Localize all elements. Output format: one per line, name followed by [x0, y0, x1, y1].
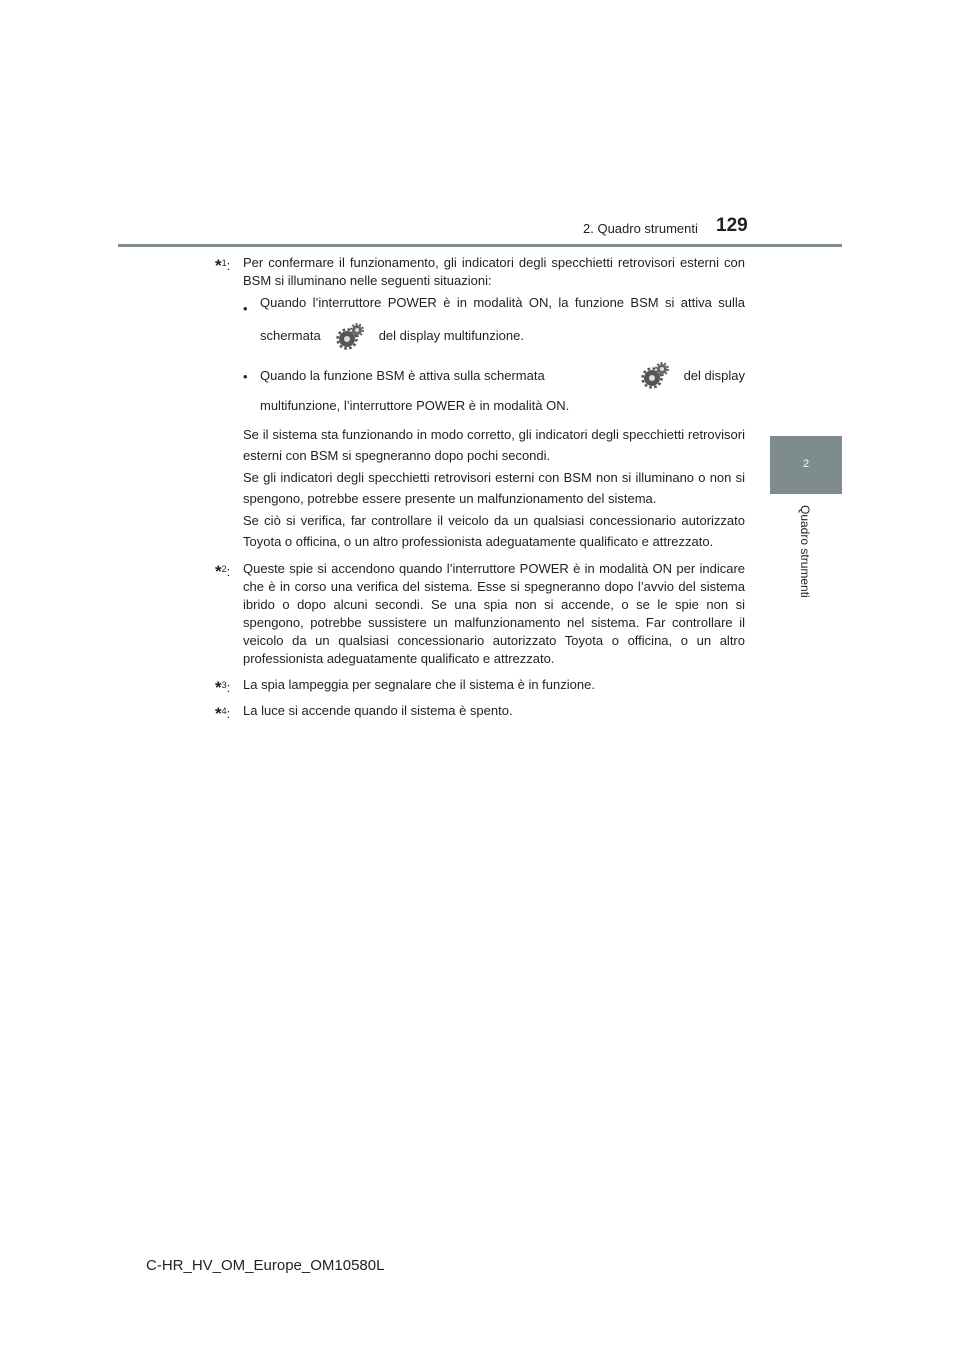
chapter-label: Quadro strumenti — [798, 505, 812, 598]
note-paragraph: Se il sistema sta funzionando in modo corretto, gli indicatori degli specchietti retrovisori esterni con BSM si spegneranno dopo pochi secondi. — [243, 427, 745, 463]
note-text: La luce si accende quando il sistema è spento. — [243, 703, 513, 718]
document-code: C-HR_HV_OM_Europe_OM10580L — [146, 1257, 385, 1274]
page-number: 129 — [716, 215, 748, 236]
bullet-text: Quando la funzione BSM è attiva sulla schermata — [260, 368, 545, 383]
bullet-item: • Quando la funzione BSM è attiva sulla schermata del display multifunzione, l’interruttore POWER è in modalità ON. — [243, 358, 745, 418]
note-text: La spia lampeggia per segnalare che il sistema è in funzione. — [243, 677, 595, 692]
note-text: Queste spie si accendono quando l’interruttore POWER è in modalità ON per indicare che è in corso una verifica del sistema. Esse si spegneranno dopo l’avvio del sistema ibrido o dopo alcuni secondi. Se una spia non si accende, o se le spie non si spengono, potrebbe sussistere un malfunzionamento nel sistema. Far controllare il veicolo da un qualsiasi concessionario autorizzato Toyota o officina, o un altro professionista adeguatamente qualificato e attrezzato. — [243, 561, 745, 666]
chapter-tab — [770, 436, 842, 494]
notes-section — [215, 254, 745, 726]
note-paragraph: Se ciò si verifica, far controllare il veicolo da un qualsiasi concessionario autorizzato Toyota o officina, o un altro professionista adeguatamente qualificato e attrezzato. — [243, 513, 745, 549]
note-3 — [215, 676, 745, 697]
note-marker: *$^4$: — [215, 704, 231, 723]
header-rule — [118, 244, 842, 247]
settings-gear-icon — [335, 322, 365, 352]
note-paragraph: Se gli indicatori degli specchietti retrovisori esterni con BSM non si illuminano o non si spengono, potrebbe essere presente un malfunzionamento del sistema. — [243, 470, 745, 506]
note-marker: *$^2$: — [215, 562, 231, 581]
note-marker: *$^1$: — [215, 256, 231, 275]
note-marker: *$^3$: — [215, 678, 231, 697]
section-title: 2. Quadro strumenti — [583, 221, 698, 236]
note-1 — [215, 254, 745, 552]
bullet-item: • Quando l’interruttore POWER è in modalità ON, la funzione BSM si attiva sulla schermata del display multifunzione. — [243, 290, 745, 356]
note-4 — [215, 702, 745, 723]
note-intro: Per confermare il funzionamento, gli indicatori degli specchietti retrovisori esterni con BSM si illuminano nelle seguenti situazioni: — [243, 255, 745, 288]
chapter-number: 2 — [802, 458, 810, 470]
note-2 — [215, 560, 745, 668]
settings-gear-icon — [640, 361, 670, 391]
